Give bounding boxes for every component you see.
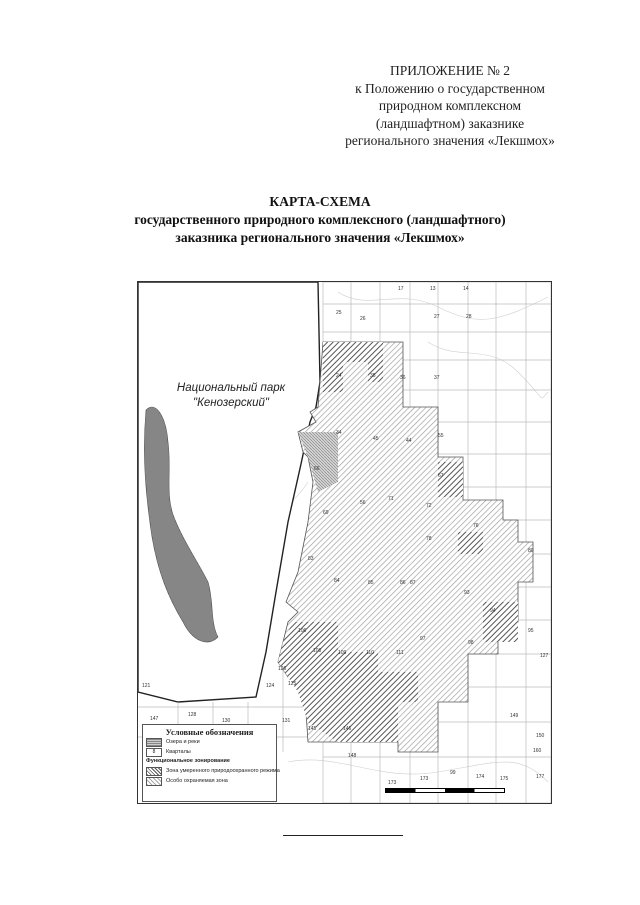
quarter-number: 28 — [466, 314, 472, 320]
annex-number: ПРИЛОЖЕНИЕ № 2 — [389, 63, 511, 78]
quarter-number: 121 — [142, 683, 151, 689]
quarter-number: 177 — [536, 774, 545, 780]
quarter-number: 97 — [420, 636, 426, 642]
title-subtitle: заказника регионального значения «Лекшмох» — [175, 230, 465, 245]
legend-label: Озера и реки — [166, 739, 200, 745]
quarter-number: 14 — [463, 286, 469, 292]
quarter-number: 174 — [476, 774, 485, 780]
national-park-label — [156, 381, 306, 411]
quarter-number: 160 — [533, 748, 542, 754]
quarter-number: 17 — [398, 286, 404, 292]
quarter-number: 72 — [426, 503, 432, 509]
quarter-number: 86 — [400, 580, 406, 586]
quarter-number: 150 — [536, 733, 545, 739]
quarter-swatch: 8 — [146, 748, 162, 757]
quarter-number: 56 — [360, 500, 366, 506]
quarter-number: 131 — [282, 718, 291, 724]
map-legend — [142, 724, 280, 802]
special-zone-swatch — [146, 777, 162, 786]
quarter-number: 130 — [222, 718, 231, 724]
quarter-number: 145 — [308, 726, 317, 732]
legend-item-special-zone — [146, 776, 276, 786]
quarter-number: 69 — [323, 510, 329, 516]
quarter-number: 35 — [370, 373, 376, 379]
strict-zone-east3 — [483, 602, 518, 642]
water-swatch — [146, 738, 162, 747]
annex-line: к Положению о государственном — [355, 80, 545, 96]
quarter-number: 148 — [348, 753, 357, 759]
quarter-number: 37 — [434, 375, 440, 381]
quarter-number: 127 — [540, 653, 549, 659]
quarter-number: 173 — [388, 780, 397, 786]
legend-item-strict-zone — [146, 766, 280, 776]
quarter-number: 94 — [490, 608, 496, 614]
annex-line: регионального значения «Лекшмох» — [345, 133, 555, 148]
park-label-line: Национальный парк — [176, 382, 286, 394]
title-subtitle: государственного природного комплексного (ландшафтного) — [134, 212, 506, 227]
quarter-number: 125 — [288, 681, 297, 687]
strict-zone-east — [438, 462, 463, 497]
quarter-number: 85 — [368, 580, 374, 586]
legend-item-water — [146, 737, 276, 747]
quarter-number: 106 — [298, 628, 307, 634]
closing-rule — [283, 835, 403, 836]
quarter-number: 55 — [438, 433, 444, 439]
quarter-number: 44 — [406, 438, 412, 444]
quarter-number: 87 — [410, 580, 416, 586]
quarter-number: 27 — [434, 314, 440, 320]
quarter-number: 34 — [336, 430, 342, 436]
quarter-number: 25 — [336, 310, 342, 316]
quarter-number: 71 — [388, 496, 394, 502]
quarter-number: 80 — [528, 548, 534, 554]
quarter-number: 45 — [373, 436, 379, 442]
quarter-number: 173 — [420, 776, 429, 782]
legend-label: Кварталы — [166, 749, 191, 755]
quarter-number: 95 — [528, 628, 534, 634]
quarter-number: 78 — [426, 536, 432, 542]
quarter-number: 111 — [396, 650, 404, 656]
quarter-number: 76 — [473, 523, 479, 529]
quarter-number: 128 — [188, 712, 197, 718]
annex-line: природном комплексном — [378, 98, 522, 113]
annex-header — [300, 62, 600, 150]
quarter-number: 124 — [266, 683, 275, 689]
annex-line: (ландшафтном) заказнике — [375, 115, 525, 131]
cross-hatch-zone — [298, 432, 338, 492]
quarter-number: 93 — [464, 590, 470, 596]
quarter-number: 126 — [278, 666, 287, 672]
quarter-number: 24 — [336, 373, 342, 379]
legend-title: Условные обозначения — [165, 727, 254, 737]
quarter-number: 66 — [314, 466, 320, 472]
quarter-number: 108 — [313, 648, 322, 654]
quarter-number: 146 — [343, 726, 352, 732]
legend-zoning-title: Функциональное зонирование — [146, 758, 230, 764]
document-title — [60, 193, 580, 247]
quarter-number: 36 — [400, 375, 406, 381]
quarter-number: 149 — [510, 713, 519, 719]
quarter-number: 99 — [450, 770, 456, 776]
legend-item-quarters — [146, 747, 276, 757]
quarter-number: 83 — [308, 556, 314, 562]
legend-label: Зона умеренного природоохранного режима — [166, 768, 280, 774]
reserve-map — [137, 281, 552, 804]
quarter-number: 175 — [500, 776, 509, 782]
strict-zone-swatch — [146, 767, 162, 776]
quarter-number: 13 — [430, 286, 436, 292]
quarter-number: 110 — [366, 650, 374, 656]
quarter-number: 84 — [334, 578, 340, 584]
legend-label: Особо охраняемая зона — [166, 778, 228, 784]
quarter-number: 26 — [360, 316, 366, 322]
scale-bar — [385, 788, 505, 793]
quarter-number: 147 — [150, 716, 159, 722]
quarter-number: 67 — [438, 473, 444, 479]
park-label-line: "Кенозерский" — [193, 397, 269, 409]
title-main: КАРТА-СХЕМА — [269, 194, 371, 209]
quarter-number: 98 — [468, 640, 474, 646]
quarter-number: 109 — [338, 650, 347, 656]
strict-zone-east2 — [458, 532, 483, 554]
